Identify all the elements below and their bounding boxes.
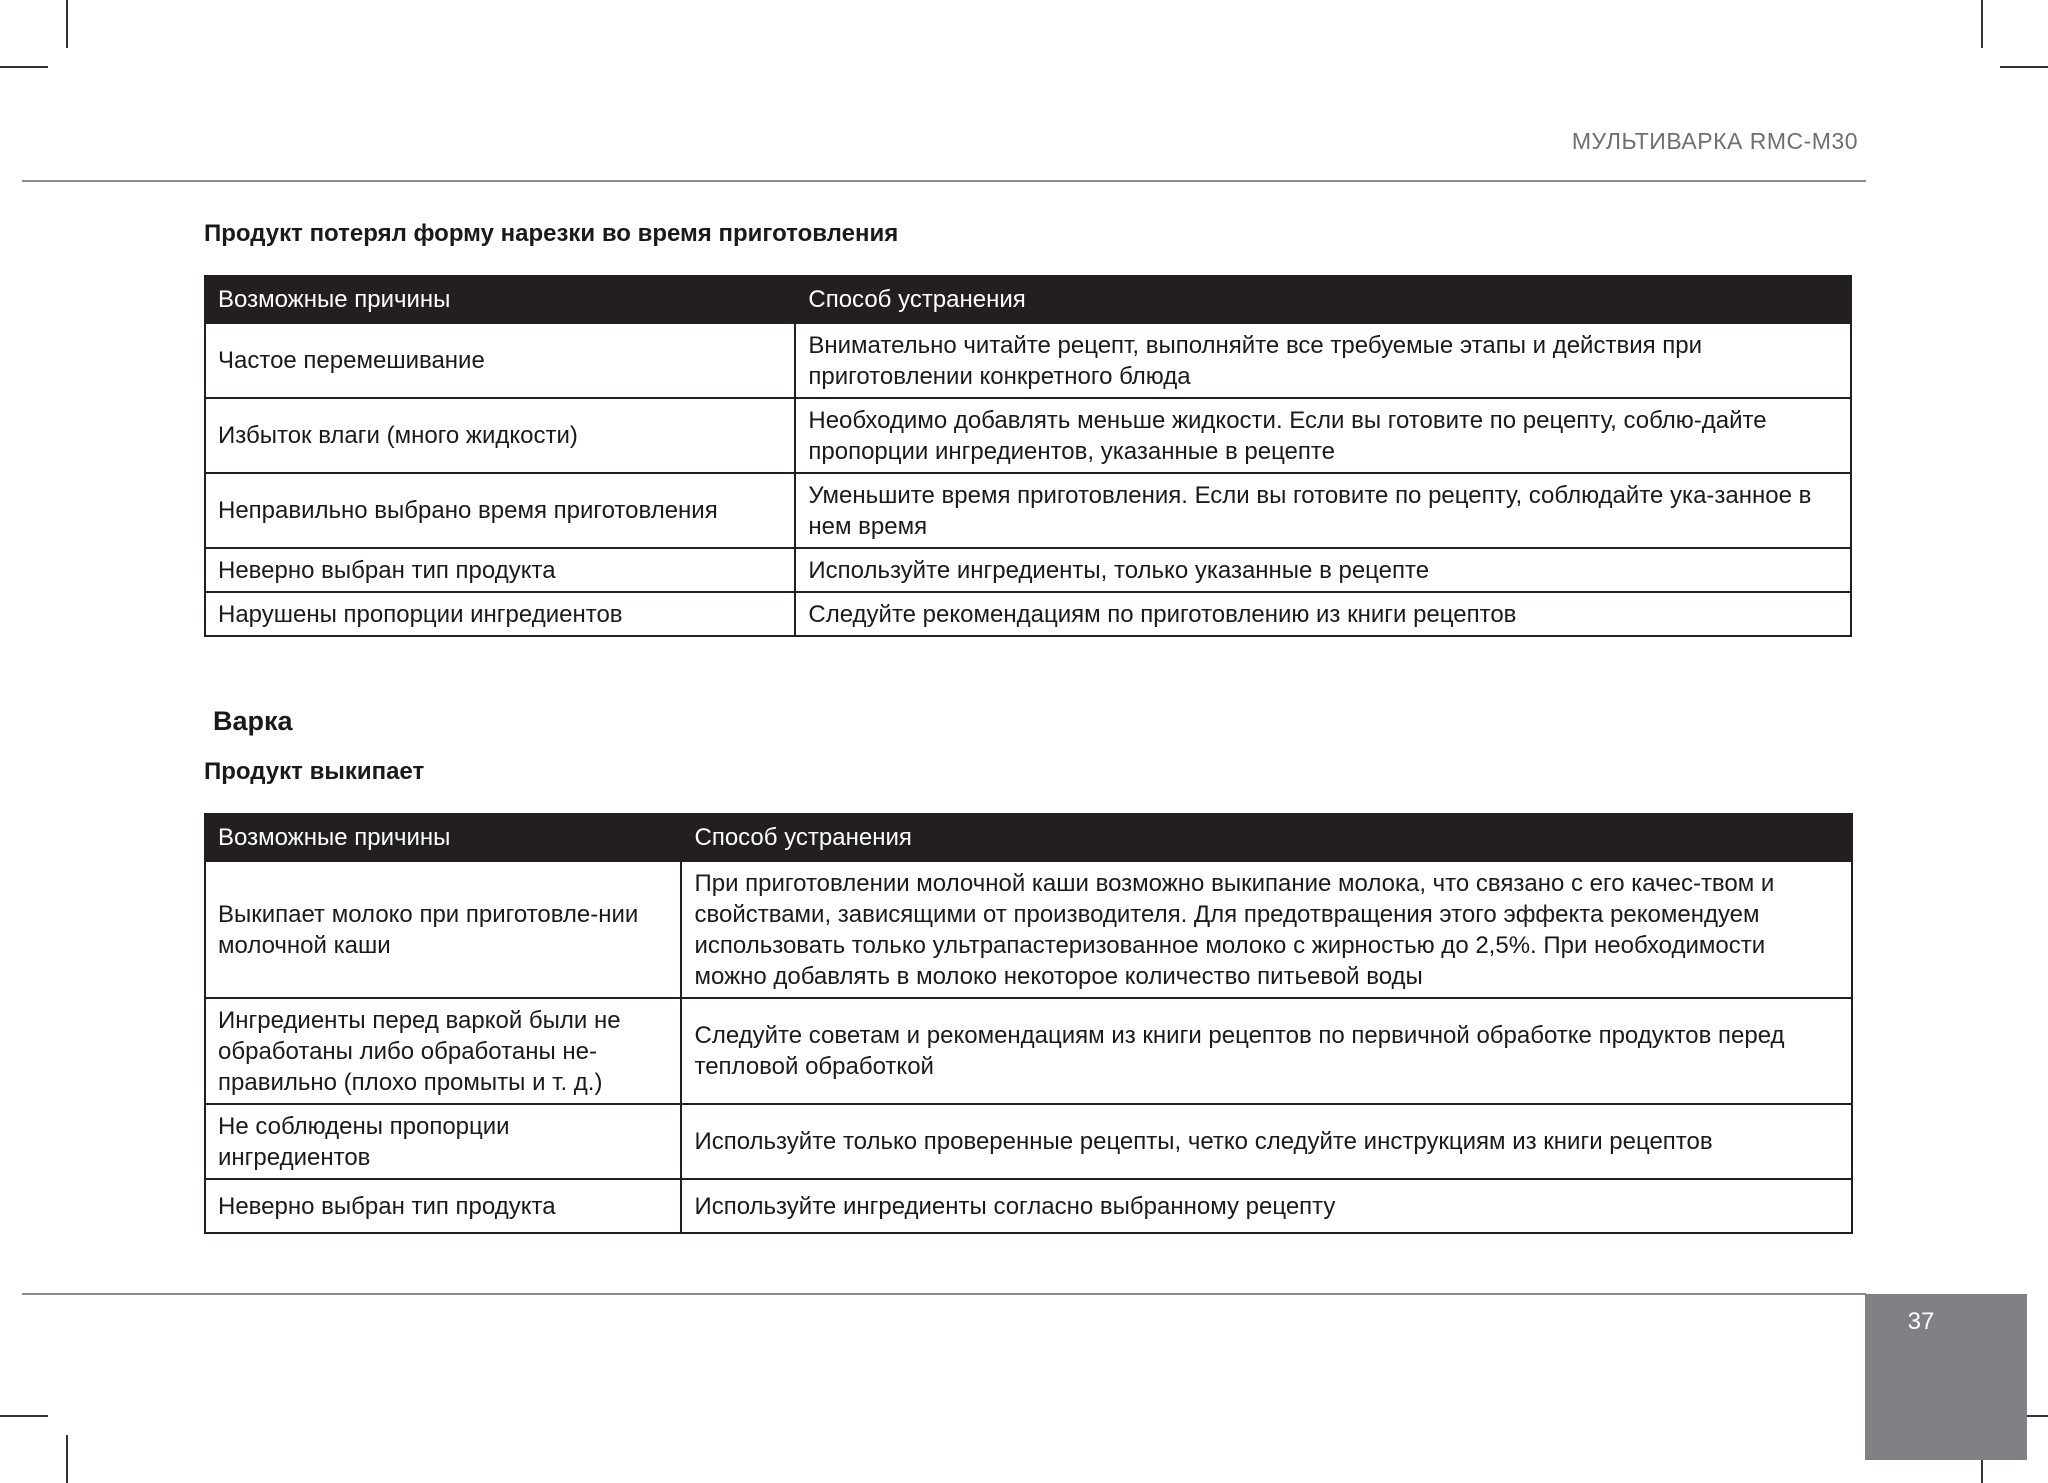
fix-cell: Используйте ингредиенты согласно выбранному рецепту xyxy=(681,1179,1852,1233)
header-rule xyxy=(22,180,1866,182)
section2-title: Варка xyxy=(213,706,293,736)
fix-cell: Следуйте рекомендациям по приготовлению из книги рецептов xyxy=(795,592,1851,636)
table-row xyxy=(205,861,1852,998)
section2-heading: Продукт выкипает xyxy=(204,758,425,785)
cause-cell: Неверно выбран тип продукта xyxy=(205,548,795,592)
section1-table xyxy=(204,275,1852,637)
crop-mark xyxy=(2000,66,2048,68)
cause-cell: Нарушены пропорции ингредиентов xyxy=(205,592,795,636)
table-row xyxy=(205,323,1851,398)
table-row xyxy=(205,1179,1852,1233)
running-header: МУЛЬТИВАРКА RMC-M30 xyxy=(1571,128,1858,154)
table-header-row xyxy=(205,814,1852,861)
crop-mark xyxy=(66,1435,68,1483)
table-row xyxy=(205,398,1851,473)
table-row xyxy=(205,592,1851,636)
fix-cell: Следуйте советам и рекомендациям из книги рецептов по первичной обработке продуктов перед тепловой обработкой xyxy=(681,998,1852,1104)
fix-cell: Внимательно читайте рецепт, выполняйте все требуемые этапы и действия при приготовлении конкретного блюда xyxy=(795,323,1851,398)
table-header-row xyxy=(205,276,1851,323)
fix-cell: Уменьшите время приготовления. Если вы готовите по рецепту, соблюдайте ука-занное в нем время xyxy=(795,473,1851,548)
section2-table xyxy=(204,813,1853,1234)
crop-mark xyxy=(0,66,48,68)
column-header-fix: Способ устранения xyxy=(795,276,1851,323)
cause-cell: Частое перемешивание xyxy=(205,323,795,398)
crop-mark xyxy=(1981,0,1983,48)
section1-heading: Продукт потерял форму нарезки во время приготовления xyxy=(204,220,899,247)
table-row xyxy=(205,473,1851,548)
column-header-fix: Способ устранения xyxy=(681,814,1852,861)
crop-mark xyxy=(0,1415,48,1417)
cause-cell: Ингредиенты перед варкой были не обработаны либо обработаны не-правильно (плохо промыты и т. д.) xyxy=(205,998,681,1104)
cause-cell: Неправильно выбрано время приготовления xyxy=(205,473,795,548)
table-row xyxy=(205,1104,1852,1179)
fix-cell: При приготовлении молочной каши возможно выкипание молока, что связано с его качес-твом и свойствами, зависящими от производителя. Для предотвращения этого эффекта рекомендуем использовать только ультрапастеризованное молоко с жирностью до 2,5%. При необходимости можно добавлять в молоко некоторое количество питьевой воды xyxy=(681,861,1852,998)
fix-cell: Используйте только проверенные рецепты, четко следуйте инструкциям из книги рецептов xyxy=(681,1104,1852,1179)
crop-mark xyxy=(66,0,68,48)
page-number: 37 xyxy=(1907,1308,1935,1335)
cause-cell: Избыток влаги (много жидкости) xyxy=(205,398,795,473)
table-row xyxy=(205,998,1852,1104)
cause-cell: Не соблюдены пропорции ингредиентов xyxy=(205,1104,681,1179)
footer-rule xyxy=(22,1293,1866,1295)
fix-cell: Используйте ингредиенты, только указанные в рецепте xyxy=(795,548,1851,592)
column-header-causes: Возможные причины xyxy=(205,814,681,861)
cause-cell: Выкипает молоко при приготовле-нии молочной каши xyxy=(205,861,681,998)
fix-cell: Необходимо добавлять меньше жидкости. Если вы готовите по рецепту, соблю-дайте пропорции ингредиентов, указанные в рецепте xyxy=(795,398,1851,473)
column-header-causes: Возможные причины xyxy=(205,276,795,323)
table-row xyxy=(205,548,1851,592)
cause-cell: Неверно выбран тип продукта xyxy=(205,1179,681,1233)
